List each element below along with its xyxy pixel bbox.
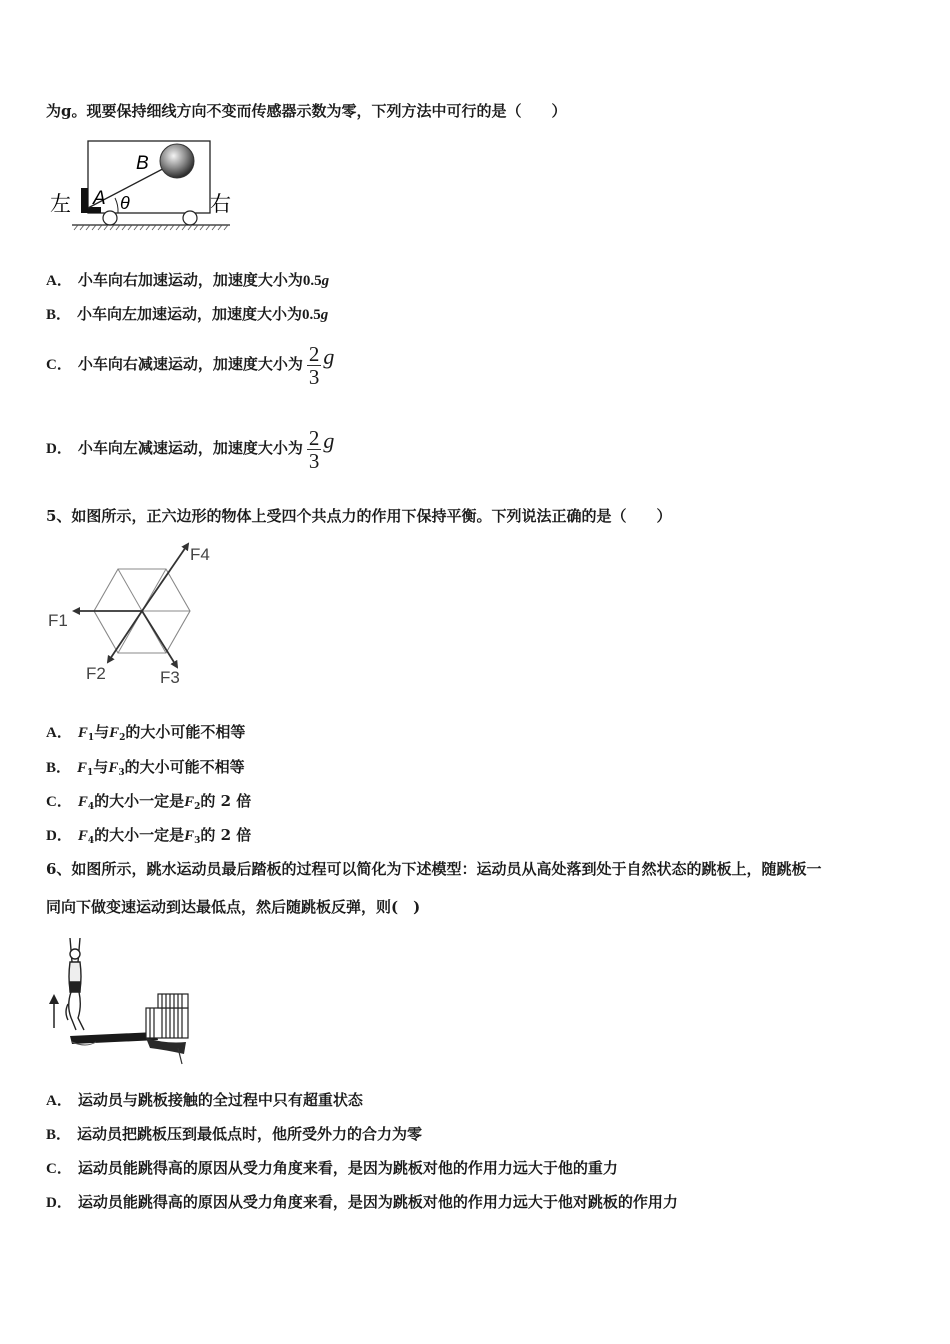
q4-option-a[interactable]: A． 小车向右加速运动，加速度大小为0.5g (46, 271, 330, 289)
label-f4: F4 (190, 545, 210, 564)
label-b: B (136, 153, 149, 174)
q5-option-c[interactable]: C． $F_4$的大小一定是$F_2$的 2 倍 (46, 792, 252, 812)
label-f1: F1 (48, 611, 68, 630)
q5-stem: 5、如图所示，正六边形的物体上受四个共点力的作用下保持平衡。下列说法正确的是（ ） (46, 507, 672, 525)
label-f2: F2 (86, 664, 106, 683)
hexagon-figure (46, 538, 226, 688)
label-f3: F3 (160, 668, 180, 687)
q5-option-a[interactable]: A． $F_1$与$F_2$的大小可能不相等 (46, 723, 246, 743)
wheel-right (183, 211, 197, 225)
force-f2-arrow (108, 611, 142, 662)
q5-option-d[interactable]: D． $F_4$的大小一定是$F_3$的 2 倍 (46, 826, 252, 846)
diver (66, 938, 84, 1030)
q5-option-b[interactable]: B． $F_1$与$F_3$的大小可能不相等 (46, 758, 245, 778)
q4-option-c[interactable]: C． 小车向右减速运动，加速度大小为 $\frac{2}{3}$ g (46, 341, 335, 389)
q6-stem-line2: 同向下做变速运动到达最低点，然后随跳板反弹，则( ) (46, 898, 421, 916)
label-left: 左 (50, 193, 71, 216)
force-f3-arrow (142, 611, 177, 667)
q6-stem-line1: 6、如图所示，跳水运动员最后踏板的过程可以简化为下述模型：运动员从高处落到处于自然状态的跳板上，随跳板一 (46, 860, 822, 878)
q6-option-c[interactable]: C． 运动员能跳得高的原因从受力角度来看，是因为跳板对他的作用力远大于他的重力 (46, 1159, 618, 1177)
q6-option-d[interactable]: D． 运动员能跳得高的原因从受力角度来看，是因为跳板对他的作用力远大于他对跳板的作用力 (46, 1193, 678, 1211)
q4-option-b[interactable]: B． 小车向左加速运动，加速度大小为0.5g (46, 305, 329, 323)
label-theta: θ (120, 193, 130, 213)
label-right: 右 (210, 193, 231, 216)
ball (160, 144, 194, 178)
fraction: $\frac{2}{3}$ (308, 425, 320, 473)
q4-stem: 为g。现要保持细线方向不变而传感器示数为零，下列方法中可行的是（ ） (46, 102, 567, 120)
diving-board (70, 1032, 158, 1044)
force-f4-arrow (142, 544, 188, 611)
q4-option-d[interactable]: D． 小车向左减速运动，加速度大小为 $\frac{2}{3}$ g (46, 425, 335, 473)
wheel-left (103, 211, 117, 225)
cart-figure (48, 136, 248, 236)
q6-option-b[interactable]: B． 运动员把跳板压到最低点时，他所受外力的合力为零 (46, 1125, 423, 1143)
label-a: A (93, 188, 106, 209)
q6-option-a[interactable]: A． 运动员与跳板接触的全过程中只有超重状态 (46, 1091, 363, 1109)
platform (146, 994, 188, 1038)
fraction: $\frac{2}{3}$ (308, 341, 320, 389)
diver-figure (46, 932, 196, 1072)
